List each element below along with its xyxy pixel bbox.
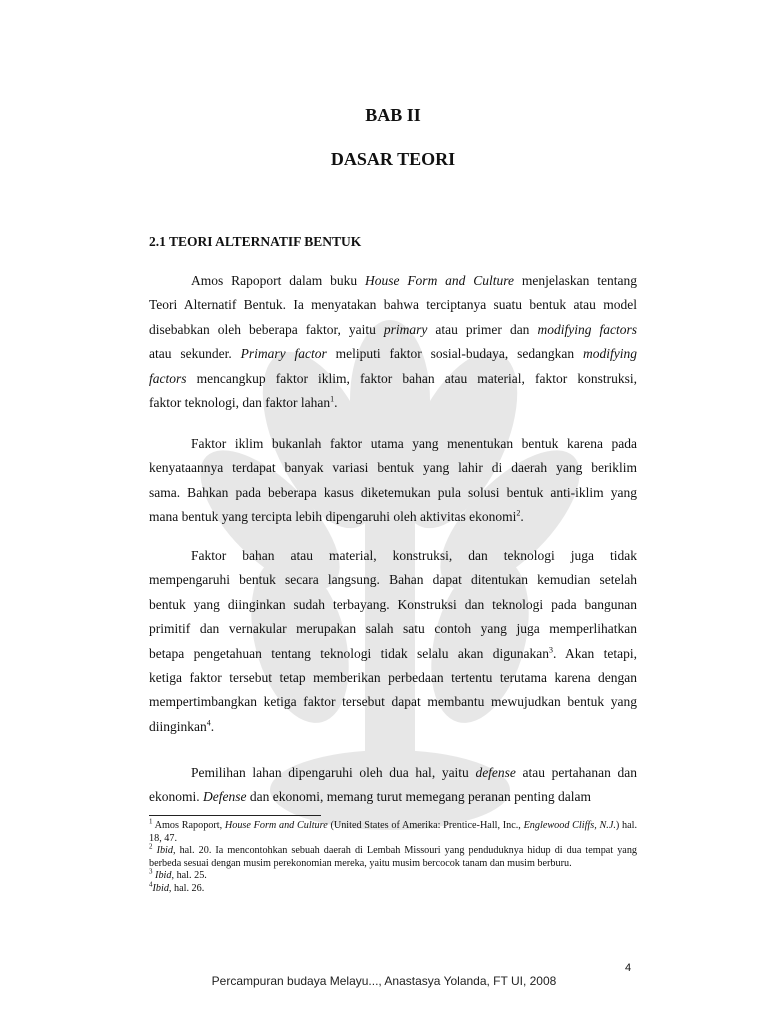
italic-term: defense	[475, 765, 516, 780]
text-run: sama. Bahkan pada beberapa kasus diketemukan pula solusi bentuk anti-iklim yang	[149, 484, 637, 500]
text-run: betapa pengetahuan tentang teknologi tidak selalu akan digunakan	[149, 645, 550, 661]
footnote-1	[149, 817, 637, 845]
paragraph-2	[149, 432, 637, 530]
text-run: atau primer dan	[427, 321, 538, 337]
footnote-italic: Ibid	[152, 882, 169, 894]
paragraph-line	[149, 367, 637, 391]
footnote-divider	[149, 815, 321, 816]
paragraph-line	[149, 342, 637, 366]
page-number: 4	[625, 962, 632, 974]
paragraph-line	[149, 617, 637, 641]
text-run: Faktor iklim bukanlah faktor utama yang menentukan bentuk karena pada	[191, 436, 637, 451]
text-run: bentuk yang diinginkan sudah terbayang. Konstruksi dan teknologi pada bangunan	[149, 596, 637, 612]
text-run: mencangkup faktor iklim, faktor bahan atau material, faktor konstruksi,	[186, 370, 637, 386]
paragraph-line	[149, 269, 637, 293]
text-run: Amos Rapoport dalam buku	[191, 273, 365, 288]
footnote-number: 4	[149, 880, 153, 889]
text-run: dan ekonomi, memang turut memegang peranan penting dalam	[246, 789, 592, 805]
paragraph-line	[149, 715, 637, 739]
italic-term: modifying factors	[537, 321, 637, 337]
italic-term: modifying	[583, 346, 637, 362]
footnote-ref: 4	[206, 718, 211, 728]
footnote-text: , hal. 20. Ia mencontohkan sebuah daerah di Lembah Missouri yang penduduknya hidup di dua tempat yang berbeda sesuai dengan musim perekonomian mereka, yaitu musim bercocok tanam dan musim berburu.	[149, 845, 638, 869]
footnote-text: Amos Rapoport,	[152, 820, 225, 831]
text-run: .	[520, 509, 524, 525]
text-run: atau sekunder.	[149, 346, 241, 362]
footnote-ref: 3	[549, 645, 554, 655]
paragraph-line	[149, 642, 637, 666]
text-run: Pemilihan lahan dipengaruhi oleh dua hal, yaitu	[191, 765, 476, 780]
text-run: diinginkan	[149, 718, 207, 734]
text-run: Teori Alternatif Bentuk. Ia menyatakan bahwa terciptanya suatu bentuk atau model	[149, 297, 637, 313]
text-run: mempengaruhi bentuk secara langsung. Bahan dapat ditentukan kemudian setelah	[149, 572, 637, 588]
page-footer: Percampuran budaya Melayu..., Anastasya Yolanda, FT UI, 2008	[211, 974, 557, 988]
paragraph-line	[149, 432, 637, 456]
text-run: faktor teknologi, dan faktor lahan	[149, 394, 331, 410]
paragraph-1	[149, 269, 637, 415]
footnote-italic: Ibid	[155, 870, 172, 882]
text-run: .	[210, 718, 215, 734]
chapter-number: BAB II	[365, 105, 421, 125]
text-run: Faktor bahan atau material, konstruksi, dan teknologi juga tidak	[191, 548, 637, 563]
footnote-text: , hal. 25.	[171, 870, 207, 882]
paragraph-line	[149, 391, 637, 415]
footnote-italic: House Form and Culture	[224, 820, 328, 831]
footnote-italic: Englewood Cliffs, N.J.	[523, 820, 616, 831]
text-run: ekonomi.	[149, 789, 203, 805]
footnote-2	[149, 842, 638, 870]
paragraph-line	[149, 568, 637, 592]
text-run: primitif dan vernakular merupakan salah satu contoh yang juga memperlihatkan	[149, 621, 637, 637]
text-run: . Akan tetapi,	[553, 645, 637, 661]
italic-term: primary	[383, 321, 428, 337]
footnote-number: 2	[149, 842, 153, 851]
footnote-text: ) hal. 18, 47.	[149, 820, 637, 844]
text-run: disebabkan oleh beberapa faktor, yaitu	[149, 321, 384, 337]
footnote-4	[149, 880, 637, 896]
text-run: mempertimbangkan ketiga faktor tersebut dapat membantu mewujudkan bentuk yang	[149, 694, 637, 710]
footnote-text: (United States of Amerika: Prentice-Hall, Inc.,	[327, 820, 524, 831]
italic-term: factors	[149, 370, 187, 386]
section-heading: 2.1 TEORI ALTERNATIF BENTUK	[149, 234, 362, 249]
text-run: ketiga faktor tersebut tetap memberikan perbedaan tertentu terutama karena dengan	[149, 669, 637, 685]
paragraph-line	[149, 456, 637, 480]
chapter-title: DASAR TEORI	[330, 149, 456, 169]
paragraph-line	[149, 318, 637, 342]
text-run: kenyataannya terdapat banyak variasi bentuk yang lahir di daerah yang beriklim	[149, 460, 637, 476]
paragraph-line	[149, 481, 637, 505]
italic-term: House Form and Culture	[364, 273, 515, 288]
text-run: atau pertahanan dan	[515, 765, 637, 780]
footnote-ref: 1	[330, 394, 335, 404]
italic-term: Defense	[203, 789, 247, 805]
footnote-number: 3	[149, 867, 153, 876]
paragraph-line	[149, 293, 637, 317]
paragraph-line	[149, 761, 637, 785]
text-run: mana bentuk yang tercipta lebih dipengaruhi oleh aktivitas ekonomi	[149, 509, 517, 525]
paragraph-line	[149, 666, 637, 690]
paragraph-line	[149, 593, 637, 617]
paragraph-line	[149, 785, 637, 809]
paragraph-3	[149, 544, 637, 739]
italic-term: Primary factor	[240, 346, 327, 362]
paragraph-line	[149, 505, 637, 529]
footnotes	[149, 817, 638, 896]
paragraph-line	[149, 544, 637, 568]
footnote-number: 1	[149, 817, 153, 826]
text-run: meliputi faktor sosial-budaya, sedangkan	[326, 346, 583, 362]
footnote-3	[149, 867, 637, 883]
paragraph-4	[149, 761, 637, 810]
text-run: .	[334, 394, 338, 410]
paragraph-line	[149, 690, 637, 714]
footnote-text: , hal. 26.	[168, 882, 205, 894]
footnote-italic: Ibid	[156, 845, 173, 857]
text-run: menjelaskan tentang	[514, 273, 637, 288]
footnote-ref: 2	[516, 508, 521, 518]
